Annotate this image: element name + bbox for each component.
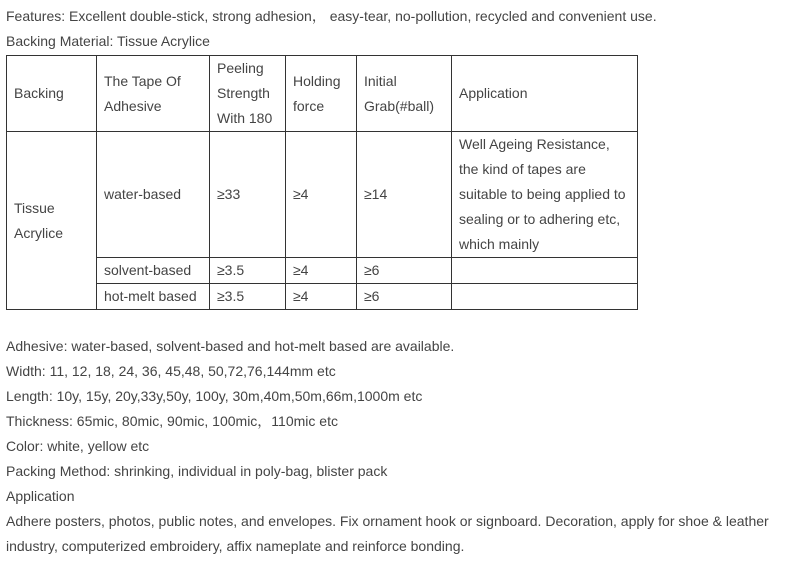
holding-cell: ≥4 [286,284,357,310]
application-cell: Well Ageing Resistance, the kind of tapes are suitable to being applied to sealing or to adhering etc, which mainly [452,132,638,258]
peeling-cell: ≥3.5 [210,258,286,284]
application-cell-empty [452,284,638,310]
holding-cell: ≥4 [286,132,357,258]
length-spec: Length: 10y, 15y, 20y,33y,50y, 100y, 30m,40m,50m,66m,1000m etc [6,388,423,404]
table-header-row [7,56,638,132]
packing-spec: Packing Method: shrinking, individual in poly-bag, blister pack [6,463,388,479]
color-spec: Color: white, yellow etc [6,438,150,454]
grab-cell: ≥6 [357,258,452,284]
adhesive-cell: water-based [97,132,210,258]
features-text: Features: Excellent double-stick, strong adhesion， easy-tear, no-pollution, recycled and convenient use. [6,8,657,24]
table-row [7,258,638,284]
spec-table [6,55,638,310]
header-initial-grab: Initial Grab(#ball) [357,56,452,132]
grab-cell: ≥14 [357,132,452,258]
application-cell-empty [452,258,638,284]
application-heading: Application [6,488,75,504]
header-application: Application [452,56,638,132]
header-tape-of-adhesive: The Tape Of Adhesive [97,56,210,132]
grab-cell: ≥6 [357,284,452,310]
table-row [7,284,638,310]
width-spec: Width: 11, 12, 18, 24, 36, 45,48, 50,72,76,144mm etc [6,363,336,379]
header-holding-force: Holding force [286,56,357,132]
peeling-cell: ≥3.5 [210,284,286,310]
application-body: Adhere posters, photos, public notes, and envelopes. Fix ornament hook or signboard. Decoration, apply for shoe & leather industry, computerized embroidery, affix nameplate and reinforce bonding. [6,513,769,554]
adhesive-spec: Adhesive: water-based, solvent-based and hot-melt based are available. [6,338,455,354]
holding-cell: ≥4 [286,258,357,284]
table-row [7,132,638,258]
backing-material-text: Backing Material: Tissue Acrylice [6,33,210,49]
thickness-spec: Thickness: 65mic, 80mic, 90mic, 100mic，110mic etc [6,413,338,429]
adhesive-cell: solvent-based [97,258,210,284]
adhesive-cell: hot-melt based [97,284,210,310]
header-peeling-strength: Peeling Strength With 180 [210,56,286,132]
header-backing: Backing [7,56,97,132]
backing-cell: Tissue Acrylice [7,132,97,310]
peeling-cell: ≥33 [210,132,286,258]
